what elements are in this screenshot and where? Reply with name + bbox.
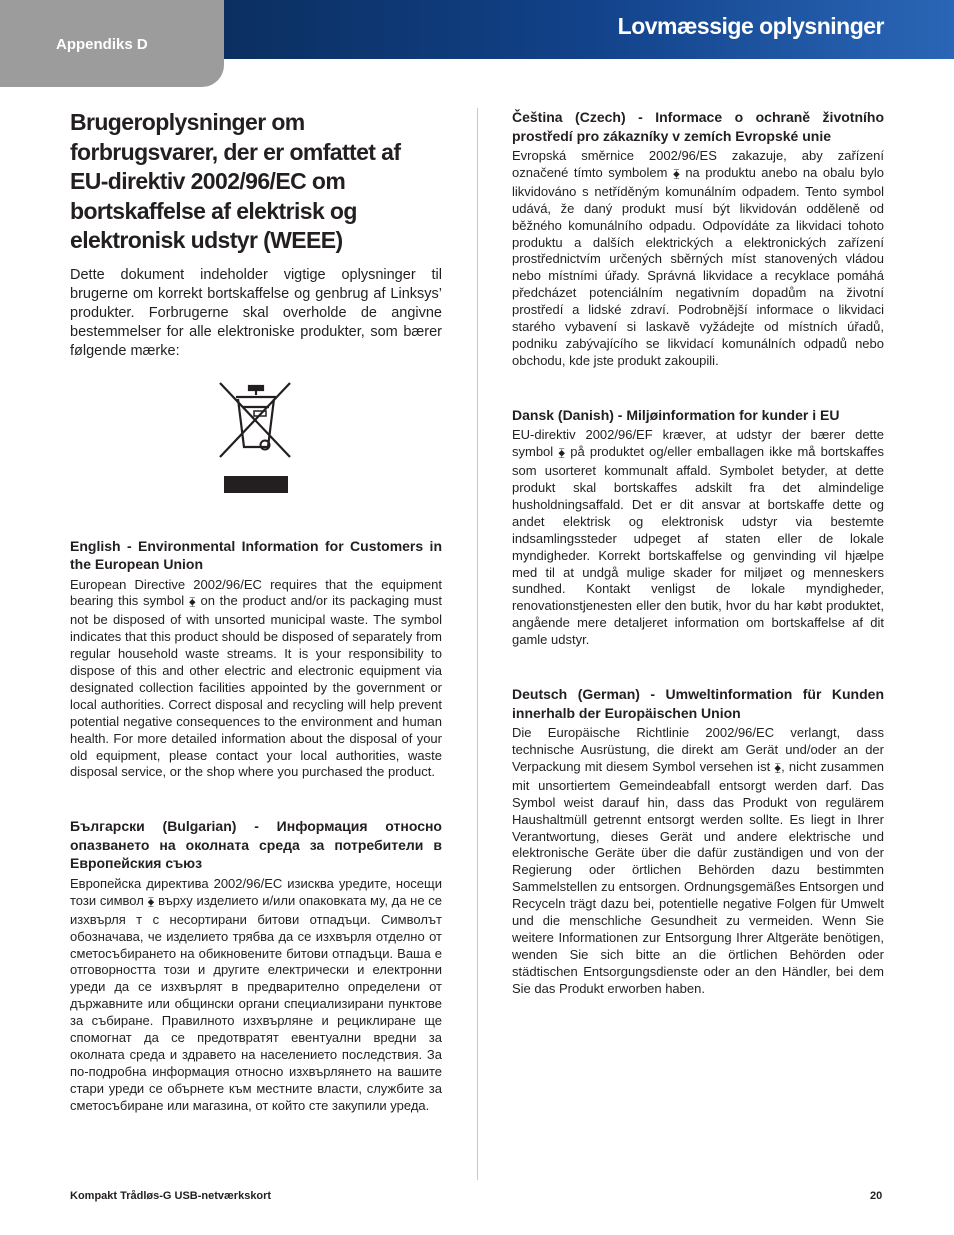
english-heading: English - Environmental Information for Customers in the European Union	[70, 537, 442, 572]
danish-heading: Dansk (Danish) - Miljøinformation for kunder i EU	[512, 406, 840, 423]
intro-paragraph: Dette dokument indeholder vigtige oplysninger til brugerne om korrekt bortskaffelse og genbrug af Linksys’ produkter. Forbrugerne skal overholde de angivne bestemmelser for alle elektroniske produkter, som bærer følgende mærke:	[70, 266, 442, 359]
weee-symbol-icon: ⧱	[188, 597, 196, 609]
weee-symbol-icon: ⧱	[147, 896, 155, 908]
danish-paragraph: EU-direktiv 2002/96/EF kræver, at udstyr der bærer dette symbol ⧱ på produktet og/eller emballagen ikke må bortskaffes som usorteret kommunalt affald. Symbolet betyder, at dette produkt skal bortskaffes adskilt fra det almindelige husholdningsaffald. Det er dit ansvar at bortskaffe dette og andet elektrisk og elektronisk udstyr via bestemte indsamlingssteder udpeget af staten eller de lokale myndigheder. Korrekt bortskaffelse og genvinding vil hjælpe med til at undgå mulige skader for miljøet og menneskers sundhed. Kontakt venligst de lokale myndigheder, renovationstjenesten eller den butik, hvor du har købt produktet, angående mere detaljeret information om bortskaffelse af dit gamle udstyr.	[512, 427, 884, 648]
header-bar	[224, 0, 954, 59]
page-section-title: Lovmæssige oplysninger	[617, 13, 884, 39]
footer-product-name: Kompakt Trådløs-G USB-netværkskort	[70, 1190, 272, 1202]
column-divider	[477, 108, 478, 1180]
weee-symbol-icon: ⧱	[558, 448, 566, 460]
appendix-tab	[0, 0, 224, 87]
german-heading: Deutsch (German) - Umweltinformation für Kunden innerhalb der Europäischen Union	[512, 686, 884, 721]
page-number: 20	[870, 1190, 883, 1202]
appendix-label: Appendiks D	[56, 36, 148, 53]
english-paragraph: European Directive 2002/96/EC requires that the equipment bearing this symbol ⧱ on the product and/or its packaging must not be disposed of with unsorted municipal waste. The symbol indicates that this product should be disposed of separately from regular household waste streams. It is your responsibility to dispose of this and other electric and electronic equipment via designated collection facilities appointed by the government or local authorities. Correct disposal and recycling will help prevent potential negative consequences to the environment and human health. For more detailed information about the disposal of your old equipment, please contact your local authorities, waste disposal service, or the shop where you purchased the product.	[70, 576, 442, 780]
bulgarian-heading: Български (Bulgarian) - Информация относно опазването на околната среда за потребители в Европейския съюз	[70, 818, 442, 872]
weee-symbol-icon: ⧱	[672, 168, 680, 180]
german-paragraph: Die Europäische Richtlinie 2002/96/EC verlangt, dass technische Ausrüstung, die direkt am Gerät und/oder an der Verpackung mit diesem Symbol versehen ist ⧱, nicht zusammen mit unsortiertem Gemeindeabfall entsorgt werden darf. Das Symbol weist darauf hin, dass das Produkt von regulärem Haushaltmüll getrennt entsorgt werden sollte. Es liegt in Ihrer Verantwortung, dieses Gerät und andere elektrische und elektronische Geräte über die dafür zuständigen und von der Regierung oder örtlichen Behörden dazu bestimmten Sammelstellen zu entsorgen. Ordnungsgemäßes Entsorgen und Recyceln trägt dazu bei, potentielle negative Folgen für Umwelt und die menschliche Gesundheit zu vermeiden. Wenn Sie weitere Informationen zur Entsorgung Ihrer Altgeräte benötigen, wenden Sie sich bitte an die örtlichen Behörden oder städtischen Entsorgungsdienste oder an den Händler, bei dem Sie das Produkt erworben haben.	[512, 725, 884, 996]
weee-bin-icon	[216, 381, 296, 493]
right-column	[512, 108, 884, 998]
czech-heading: Čeština (Czech) - Informace o ochraně životního prostředí pro zákazníky v zemích Evropské unie	[512, 109, 884, 144]
weee-symbol-icon: ⧱	[774, 762, 782, 774]
left-column	[70, 108, 442, 1115]
page-title: Brugeroplysninger om forbrugsvarer, der er omfattet af EU-direktiv 2002/96/EC om bortskaffelse af elektrisk og elektronisk udstyr (WEEE)	[70, 109, 401, 253]
czech-paragraph: Evropská směrnice 2002/96/ES zakazuje, aby zařízení označené tímto symbolem ⧱ na produktu anebo na obalu bylo likvidováno s netříděným komunálním odpadem. Tento symbol udává, že daný produkt musí být likvidován odděleně od běžného komunálního odpadu. Odpovídáte za likvidaci tohoto produktu a dalších elektrických a elektronických zařízení prostřednictvím určených sběrných míst stanovených vládou nebo místními úřady. Správná likvidace a recyklace pomáhá předcházet potenciálním negativním dopadům na životní prostředí a lidské zdraví. Podrobnější informace o likvidaci starého vybavení si laskavě vyžádejte od místních úřadů, podniku zabývajícího se likvidací komunálních odpadů nebo obchodu, kde jste produkt zakoupili.	[512, 148, 884, 368]
bulgarian-paragraph: Европейска директива 2002/96/EC изисква уредите, носещи този символ ⧱ върху изделието и/или опаковката му, да не се изхвърля т с несортирани битови отпадъци. Символът обозначава, че изделието трябва да се изхвърля отделно от сметосъбирането на обикновените битови отпадъци. Ваша е отговорността този и другите електрически и електронни уреди да се изхвърлят в предварително определени от държавните или общински органи специализирани пунктове за събиране. Правилното изхвърляне и рециклиране ще спомогнат да се предотвратят евентуални вредни за околната среда и здравето на населението последствия. За по-подробна информация относно изхвърлянето на вашите стари уреди се обърнете към местните власти, службите за сметосъбиране или магазина, от който сте закупили уреда.	[70, 875, 442, 1113]
